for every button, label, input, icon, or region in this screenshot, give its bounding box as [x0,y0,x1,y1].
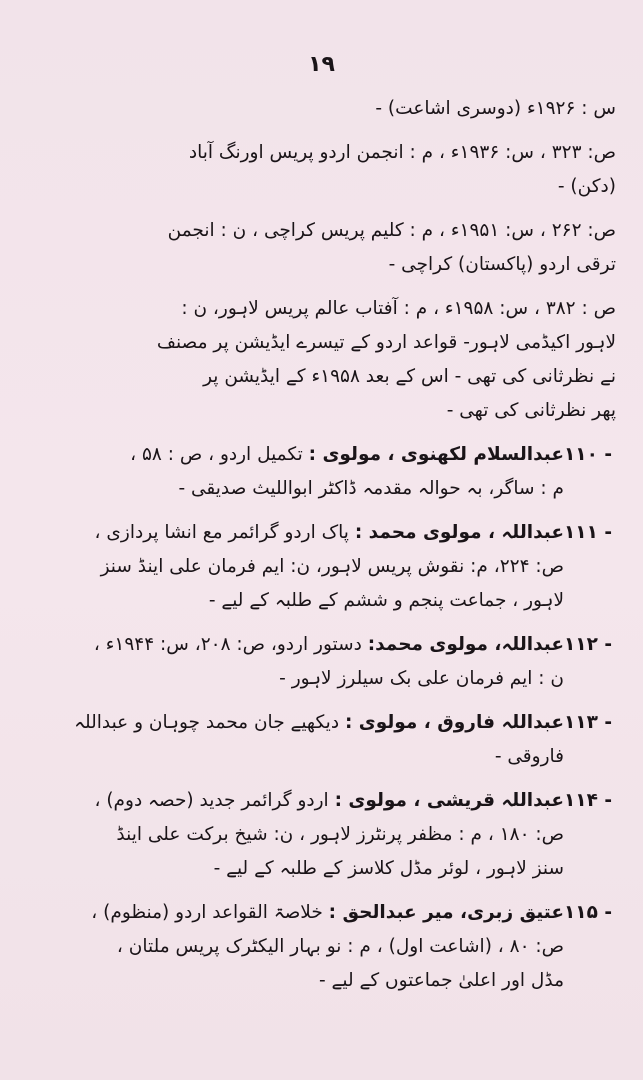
text-line: ص: ۲۶۲ ، س: ۱۹۵۱ء ، م : کلیم پریس کراچی ، ن : انجمن [167,220,616,241]
entry-author: عبداللہ قریشی ، مولوی : [334,790,564,811]
text-line [36,628,564,662]
entry-number: ۱۱۲ - [564,634,612,655]
text-line [36,516,564,550]
entry-title: دستور اردو، ص: ۲۰۸، س: ۱۹۴۴ء ، [93,634,368,655]
entry-title: اردو گرائمر جدید (حصہ دوم) ، [94,790,335,811]
text-line: لاہور ، جماعت پنجم و ششم کے طلبہ کے لیے - [208,590,564,611]
bibliography-entry [36,784,616,886]
bibliography-entry [36,516,616,618]
entry-title: پاک اردو گرائمر مع انشا پردازی ، [94,522,355,543]
entry-number: ۱۱۴ - [564,790,612,811]
text-line: مڈل اور اعلیٰ جماعتوں کے لیے - [319,970,564,991]
bibliography-entry [36,628,616,696]
text-line: س : ۱۹۲۶ء (دوسری اشاعت) - [375,98,616,119]
text-line: ص: ۸۰ ، (اشاعت اول) ، م : نو بہار الیکٹرک پریس ملتان ، [116,936,564,957]
entry-author: عبداللہ ، مولوی محمد : [354,522,564,543]
text-line [36,706,564,740]
entry-number: ۱۱۵ - [564,902,612,923]
entry-number: ۱۱۳ - [564,712,612,733]
text-line [36,896,564,930]
text-line: ص : ۳۸۲ ، س: ۱۹۵۸ء ، م : آفتاب عالم پریس لاہور، ن : [181,298,616,319]
bibliography-block [36,136,616,204]
text-line: ص: ۳۲۳ ، س: ۱۹۳۶ء ، م : انجمن اردو پریس اورنگ آباد [188,142,616,163]
text-line [36,784,564,818]
text-line: سنز لاہور ، لوئر مڈل کلاسز کے طلبہ کے لیے - [213,858,564,879]
entry-author: عبدالسلام لکھنوی ، مولوی : [308,444,564,465]
entry-author: عبداللہ فاروق ، مولوی : [344,712,564,733]
text-line: ترقی اردو (پاکستان) کراچی - [388,254,616,275]
text-line: (دکن) - [557,176,616,197]
bibliography-block [36,92,616,126]
entry-number: ۱۱۰ - [564,444,612,465]
page-number: ۱۹ [308,52,335,77]
page-content [36,92,616,1008]
entry-author: عتیق زبری، میر عبدالحق : [328,902,564,923]
text-line: نے نظرثانی کی تھی - اس کے بعد ۱۹۵۸ء کے ایڈیشن پر [203,366,616,387]
text-line: فاروقی - [494,746,564,767]
text-line: م : ساگر، بہ حوالہ مقدمہ ڈاکٹر ابواللیث صدیقی - [178,478,564,499]
text-line: ص: ۲۲۴، م: نقوش پریس لاہور، ن: ایم فرمان علی اینڈ سنز [100,556,564,577]
text-line: ن : ایم فرمان علی بک سیلرز لاہور - [279,668,564,689]
bibliography-entry [36,706,616,774]
bibliography-entry [36,896,616,998]
text-line: لاہور اکیڈمی لاہور- قواعد اردو کے تیسرے ایڈیشن پر مصنف [156,332,616,353]
entry-number: ۱۱۱ - [564,522,612,543]
text-line: ص: ۱۸۰ ، م : مظفر پرنٹرز لاہور ، ن: شیخ برکت علی اینڈ [116,824,564,845]
entry-title: تکمیل اردو ، ص : ۵۸ ، [130,444,309,465]
bibliography-block [36,292,616,428]
entry-author: عبداللہ، مولوی محمد: [367,634,564,655]
text-line [36,438,564,472]
bibliography-entry [36,438,616,506]
text-line: پھر نظرثانی کی تھی - [446,400,616,421]
bibliography-block [36,214,616,282]
entry-title: دیکھیے جان محمد چوہان و عبداللہ [74,712,345,733]
entry-title: خلاصۃ القواعد اردو (منظوم) ، [91,902,329,923]
